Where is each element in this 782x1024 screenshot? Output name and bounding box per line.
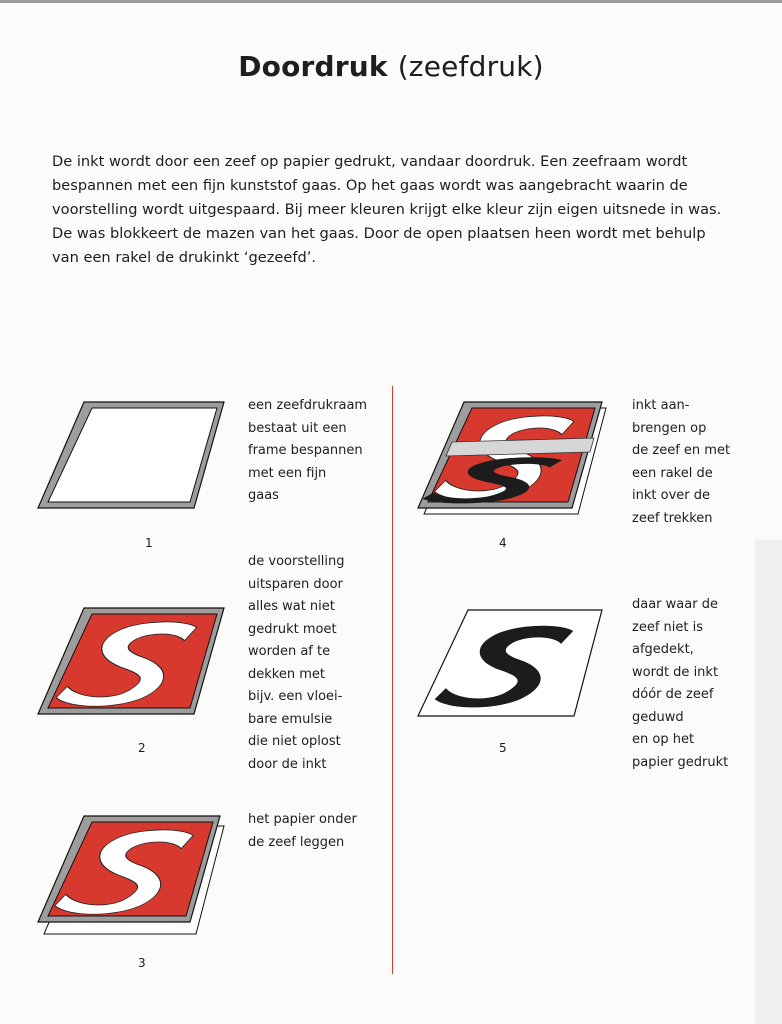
step-number: 3 (138, 956, 146, 970)
title-light: (zeefdruk) (397, 50, 544, 83)
figure-5-printed-result (416, 608, 606, 720)
caption-line: een zeefdrukraam (248, 398, 368, 413)
caption-line: met een fijn (248, 465, 327, 481)
caption-line: uitsparen door (248, 576, 343, 592)
intro-paragraph: De inkt wordt door een zeef op papier gedrukt, vandaar doordruk. Een zeefraam wordt bespannen met een fijn kunststof gaas. Op het gaas wordt was aangebracht waarin de voorstelling wordt uitgespaard. Bij meer kleuren krijgt elke kleur zijn eigen uitsnede in was. De was blokkeert de mazen van het gaas. Door de open plaatsen heen wordt met behulp van een rakel de drukinkt ‘gezeefd’. (52, 153, 722, 266)
step-caption (632, 395, 730, 530)
caption-line: door de inkt (248, 756, 327, 772)
step-number: 5 (499, 741, 507, 755)
caption-line: bare emulsie (248, 711, 333, 727)
caption-line: de zeef en met (632, 443, 731, 458)
caption-line: papier gedrukt (632, 754, 729, 770)
column-divider (392, 386, 393, 974)
figure-4-squeegee (416, 400, 608, 516)
caption-line: alles wat niet (248, 599, 335, 614)
caption-line: het papier onder (248, 812, 357, 827)
caption-line: zeef trekken (632, 510, 713, 526)
caption-line: dekken met (248, 666, 325, 682)
step-caption (632, 594, 728, 774)
caption-line: inkt over de (632, 488, 710, 503)
caption-line: geduwd (632, 709, 684, 725)
page-top-edge (0, 0, 782, 3)
step-caption (248, 395, 367, 508)
step-number: 2 (138, 741, 146, 755)
title-bold: Doordruk (238, 50, 388, 83)
caption-line: de voorstelling (248, 554, 345, 569)
caption-line: bijv. een vloei- (248, 689, 343, 704)
caption-line: worden af te (248, 644, 331, 659)
step-number: 1 (145, 536, 153, 550)
step-number: 4 (499, 536, 507, 550)
caption-line: dóór de zeef (632, 687, 714, 702)
caption-line: inkt aan- (632, 398, 690, 413)
figure-3-paper-under-screen (36, 814, 226, 938)
step-caption (248, 809, 357, 854)
caption-line: gaas (248, 488, 279, 503)
caption-line: brengen op (632, 420, 707, 436)
step-caption (248, 551, 345, 776)
caption-line: wordt de inkt (632, 664, 719, 680)
page-title (0, 50, 782, 83)
caption-line: afgedekt, (632, 642, 694, 657)
figure-2-stencil (36, 606, 226, 718)
caption-line: daar waar de (632, 597, 718, 612)
caption-line: en op het (632, 732, 695, 747)
caption-line: frame bespannen (248, 443, 363, 458)
caption-line: die niet oplost (248, 734, 341, 749)
caption-line: bestaat uit een (248, 420, 347, 436)
caption-line: een rakel de (632, 465, 713, 481)
caption-line: gedrukt moet (248, 621, 337, 637)
caption-line: zeef niet is (632, 619, 703, 635)
figure-1-screen-frame (36, 400, 226, 512)
caption-line: de zeef leggen (248, 834, 345, 850)
page-right-edge (755, 540, 782, 1024)
